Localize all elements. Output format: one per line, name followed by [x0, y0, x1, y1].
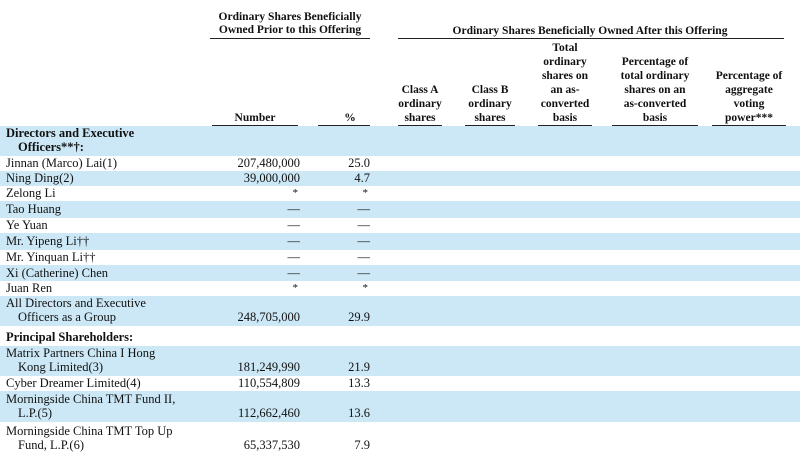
col-pct-label: %: [344, 112, 356, 124]
row-pct: 29.9: [348, 310, 370, 324]
table-row: [0, 391, 800, 422]
row-name-cont: Kong Limited(3): [18, 360, 104, 374]
row-name: All Directors and Executive: [6, 296, 146, 310]
total-line-3: shares on: [541, 70, 589, 82]
row-name: Xi (Catherine) Chen: [6, 266, 109, 280]
row-pct: —: [357, 234, 370, 248]
row-name-cont: L.P.(5): [18, 406, 53, 420]
row-number: —: [287, 234, 300, 248]
prior-offering-group-header: [205, 11, 375, 37]
row-pct: —: [357, 266, 370, 280]
row-number: —: [287, 266, 300, 280]
row-number: 110,554,809: [237, 376, 300, 390]
row-number: 248,705,000: [237, 310, 300, 324]
table-row: [0, 281, 800, 296]
prior-group-line-1: Ordinary Shares Beneficially: [218, 11, 362, 23]
row-number: 65,337,530: [243, 438, 300, 452]
total-line-4: an as-: [550, 84, 580, 96]
table-row: [0, 156, 800, 171]
prior-group-line-2: Owned Prior to this Offering: [218, 24, 362, 36]
row-name-cont: Officers as a Group: [18, 310, 116, 324]
table-row: [0, 171, 800, 186]
pct-total-line-5: basis: [642, 112, 668, 124]
section-principal: [0, 330, 800, 346]
after-offering-group-header: Ordinary Shares Beneficially Owned After this Offering: [452, 25, 728, 37]
directors-heading-line-1: Directors and Executive: [6, 126, 135, 140]
total-line-2: ordinary: [543, 56, 587, 68]
col-number-label: Number: [234, 112, 276, 124]
row-name: Tao Huang: [6, 202, 62, 216]
table-row: [0, 250, 800, 265]
row-number: *: [292, 187, 298, 199]
row-name: Morningside China TMT Top Up: [6, 424, 173, 438]
row-pct: 13.6: [348, 406, 370, 420]
class-a-line-2: ordinary: [398, 98, 442, 110]
row-number: —: [287, 250, 300, 264]
class-b-line-1: Class B: [471, 84, 509, 96]
directors-heading-line-2: Officers**†:: [18, 140, 84, 154]
row-name: Ye Yuan: [6, 218, 48, 232]
col-header-class-b: [462, 83, 518, 125]
row-name: Jinnan (Marco) Lai(1): [6, 156, 118, 170]
pct-total-line-4: as-converted: [623, 98, 687, 110]
class-a-line-1: Class A: [401, 84, 439, 96]
pct-voting-line-1: Percentage of: [715, 70, 783, 82]
row-pct: —: [357, 202, 370, 216]
row-number: 181,249,990: [237, 360, 300, 374]
row-pct: —: [357, 218, 370, 232]
prior-group-rule: [210, 38, 370, 39]
col-header-pct-total: [605, 55, 705, 125]
row-name: Cyber Dreamer Limited(4): [6, 376, 141, 390]
col-header-pct-voting: [705, 69, 793, 125]
row-number: 39,000,000: [243, 171, 300, 185]
pct-total-line-3: shares on an: [624, 84, 686, 96]
class-b-line-3: shares: [474, 112, 506, 124]
pct-voting-line-2: aggregate: [725, 84, 773, 96]
table-row: [0, 233, 800, 250]
row-pct: *: [362, 187, 368, 199]
class-a-line-3: shares: [404, 112, 436, 124]
row-number: *: [292, 282, 298, 294]
after-group-rule: [398, 38, 784, 39]
section-directors: [0, 126, 800, 156]
table-row: [0, 186, 800, 201]
table-row: [0, 265, 800, 281]
row-number: 207,480,000: [237, 156, 300, 170]
row-pct: 7.9: [354, 438, 370, 452]
pct-voting-line-4: power***: [725, 112, 773, 124]
table-row: [0, 296, 800, 326]
pct-total-line-1: Percentage of: [621, 56, 689, 68]
row-pct: 25.0: [348, 156, 370, 170]
row-number: —: [287, 202, 300, 216]
principal-heading: Principal Shareholders:: [6, 330, 134, 344]
total-line-6: basis: [552, 112, 578, 124]
row-name: Zelong Li: [6, 186, 56, 200]
total-line-1: Total: [552, 42, 578, 54]
row-name-cont: Fund, L.P.(6): [18, 438, 84, 452]
table-row: [0, 218, 800, 233]
table-row: [0, 346, 800, 376]
row-name: Mr. Yipeng Li††: [6, 234, 90, 248]
row-number: 112,662,460: [237, 406, 300, 420]
row-pct: 13.3: [348, 376, 370, 390]
table-row: [0, 376, 800, 391]
col-header-total: [535, 41, 595, 125]
pct-voting-line-3: voting: [733, 98, 765, 110]
table-row: [0, 423, 800, 455]
row-name: Juan Ren: [6, 281, 53, 295]
col-header-pct: [330, 111, 370, 125]
row-pct: *: [362, 282, 368, 294]
total-line-5: converted: [540, 98, 590, 110]
row-number: —: [287, 218, 300, 232]
row-name: Matrix Partners China I Hong: [6, 346, 156, 360]
row-name: Morningside China TMT Fund II,: [6, 392, 176, 406]
col-header-number: [225, 111, 285, 125]
row-name: Ning Ding(2): [6, 171, 74, 185]
row-pct: —: [357, 250, 370, 264]
class-b-line-2: ordinary: [468, 98, 512, 110]
row-pct: 21.9: [348, 360, 370, 374]
table-row: [0, 201, 800, 218]
row-name: Mr. Yinquan Li††: [6, 250, 96, 264]
col-header-class-a: [395, 83, 445, 125]
pct-total-line-2: total ordinary: [620, 70, 690, 82]
row-pct: 4.7: [354, 171, 370, 185]
